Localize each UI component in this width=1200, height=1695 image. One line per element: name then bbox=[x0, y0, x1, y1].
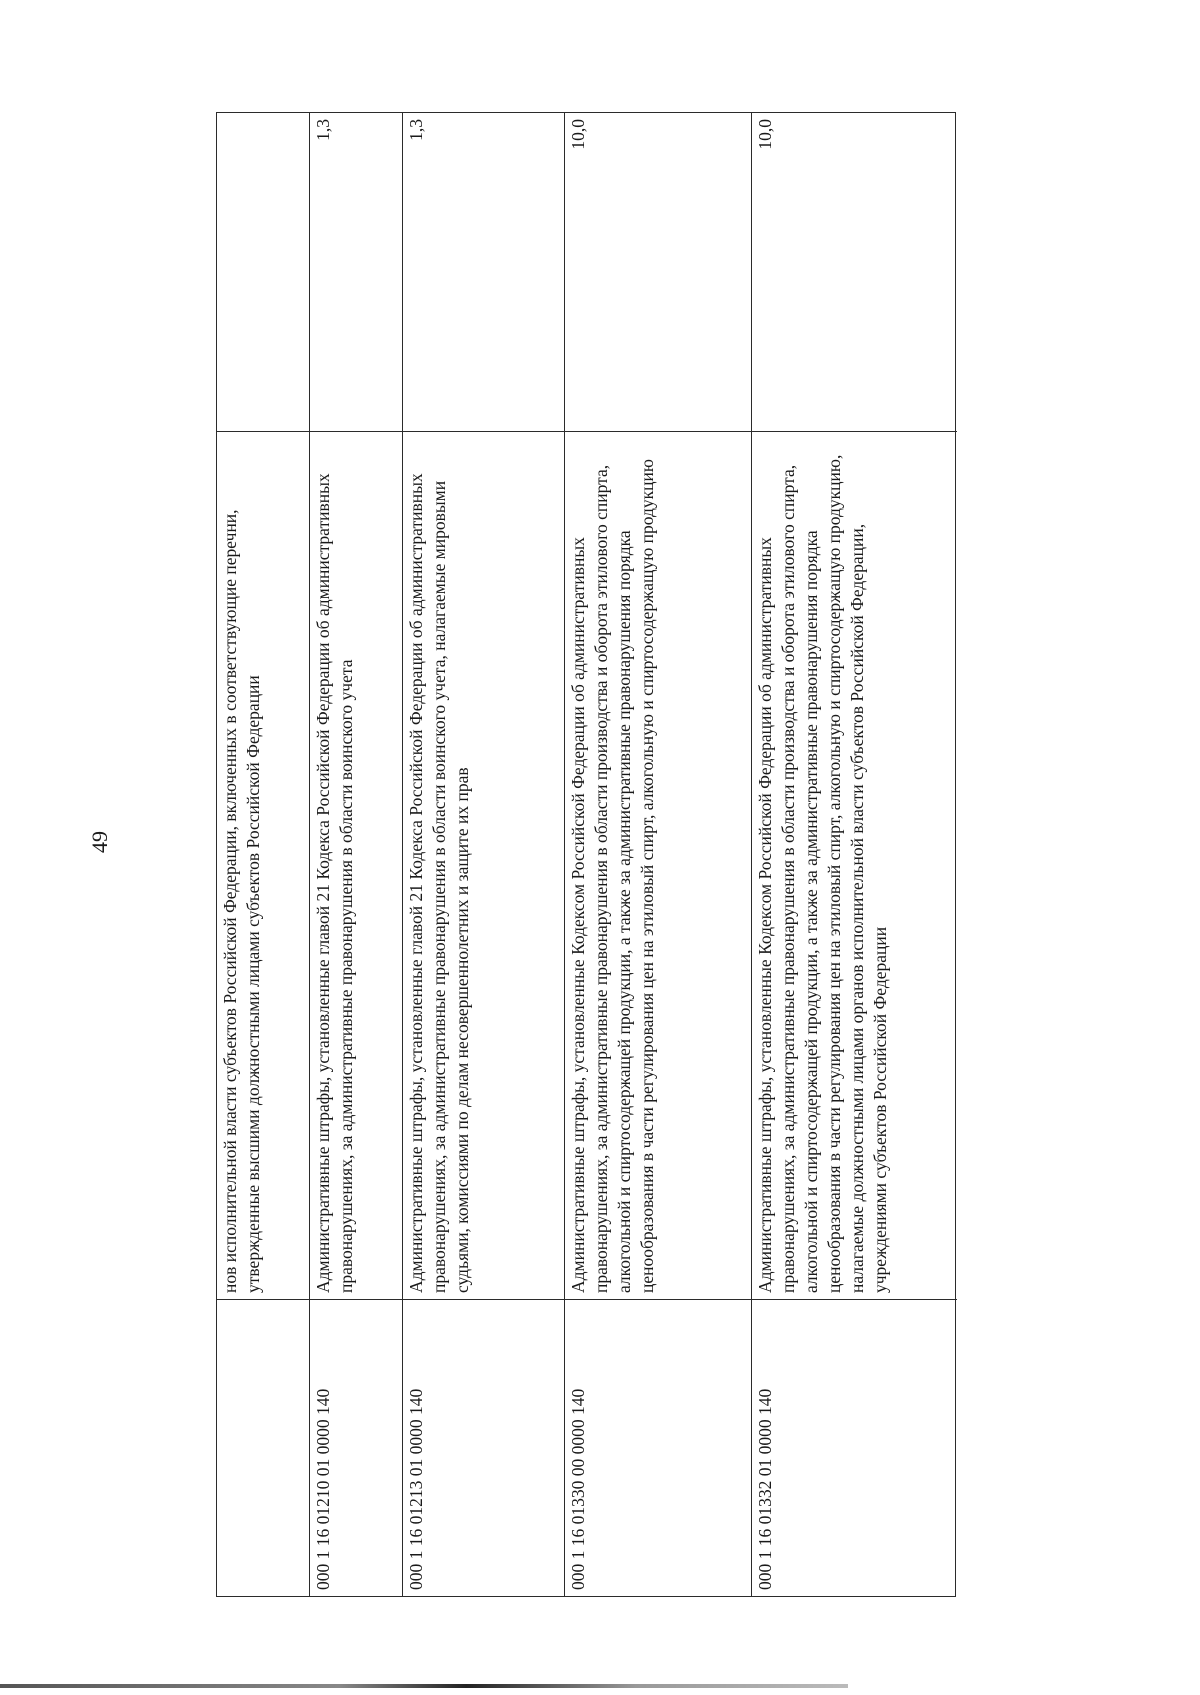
kbk-code-cell bbox=[217, 1299, 309, 1596]
kbk-code-cell: 000 1 16 01210 01 0000 140 bbox=[310, 1299, 402, 1596]
table-row bbox=[217, 113, 309, 1596]
revenue-name-cell: Административные штрафы, установленные главой 21 Кодекса Российской Федерации об административных правонарушениях, за административные правонарушения в области воинского учета, налагаемые мировыми судьями, комиссиями по делам несовершеннолетних и защите их прав bbox=[403, 431, 564, 1299]
table-row bbox=[564, 113, 751, 1596]
amount-cell: 10,0 bbox=[568, 119, 588, 150]
amount-cell bbox=[217, 113, 309, 431]
page-number: 49 bbox=[87, 831, 112, 853]
scan-edge-rule bbox=[0, 1684, 848, 1688]
table-row bbox=[402, 113, 564, 1596]
amount-cell: 10,0 bbox=[755, 119, 775, 150]
amount-cell: 1,3 bbox=[313, 119, 333, 141]
revenue-name-cell: Административные штрафы, установленные Кодексом Российской Федерации об административных правонарушениях, за административные правонарушения в области производства и оборота этилового спирта, алкогольной и спиртосодержащей продукции, а также за административные правонарушения порядка ценообразования в части регулирования цен на этиловый спирт, алкогольную и спиртосодержащую продукцию, налагаемые должностными лицами органов исполнительной власти субъектов Российской Федерации, учреждениями субъектов Российской Федерации bbox=[752, 431, 957, 1299]
kbk-code-cell: 000 1 16 01332 01 0000 140 bbox=[752, 1299, 957, 1596]
revenue-name-cell: Административные штрафы, установленные Кодексом Российской Федерации об административных правонарушениях, за административные правонарушения в области производства и оборота этилового спирта, алкогольной и спиртосодержащей продукции, а также за административные правонарушения порядка ценообразования в части регулирования цен на этиловый спирт, алкогольную и спиртосодержащую продукцию bbox=[565, 431, 751, 1299]
kbk-code-cell: 000 1 16 01330 00 0000 140 bbox=[565, 1299, 751, 1596]
amount-cell: 1,3 bbox=[406, 119, 426, 141]
revenue-name-cell: нов исполнительной власти субъектов Российской Федерации, включенных в соответствующие перечни, утвержденные высшими должностными лицами субъектов Российской Федерации bbox=[217, 431, 309, 1299]
kbk-code-cell: 000 1 16 01213 01 0000 140 bbox=[403, 1299, 564, 1596]
revenue-name-cell: Административные штрафы, установленные главой 21 Кодекса Российской Федерации об административных правонарушениях, за административные правонарушения в области воинского учета bbox=[310, 431, 402, 1299]
table-row bbox=[751, 113, 957, 1596]
revenue-table bbox=[216, 112, 956, 1597]
table-row bbox=[309, 113, 402, 1596]
